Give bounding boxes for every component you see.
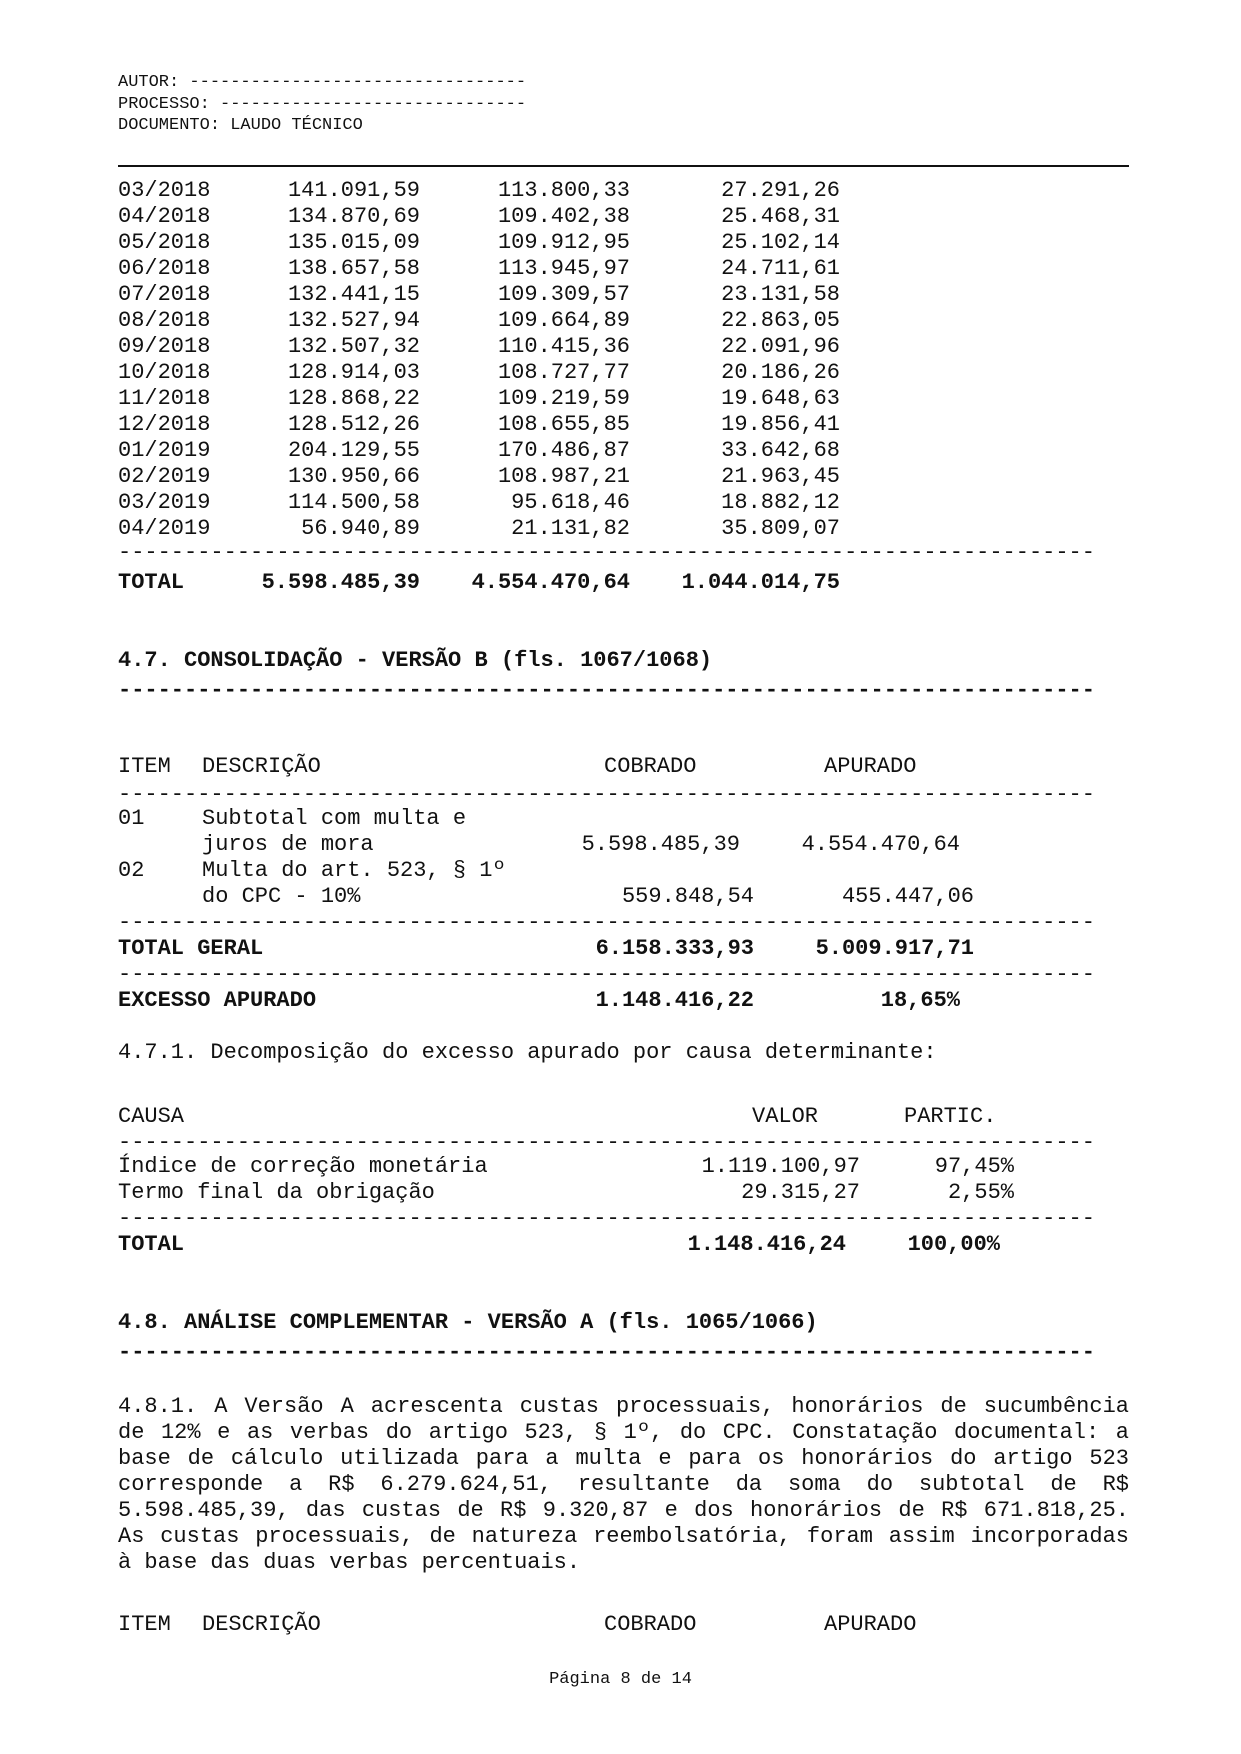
col-cobrado-header-2: COBRADO	[604, 1612, 697, 1637]
value-b-cell: 113.800,33	[497, 178, 630, 203]
row-01-desc2: juros de mora	[202, 832, 374, 857]
col-causa-header: CAUSA	[118, 1104, 185, 1129]
value-a-cell: 132.527,94	[287, 308, 420, 333]
month-cell: 05/2018	[118, 230, 211, 255]
document-header	[118, 72, 526, 137]
row-02-cobrado: 559.848,54	[621, 884, 754, 909]
value-b-cell: 109.912,95	[497, 230, 630, 255]
month-cell: 01/2019	[118, 438, 211, 463]
value-c-cell: 21.963,45	[721, 464, 840, 489]
section-47-title: 4.7. CONSOLIDAÇÃO - VERSÃO B (fls. 1067/1068)	[118, 648, 713, 673]
col-item-header: ITEM	[118, 754, 171, 779]
total-b: 4.554.470,64	[471, 570, 630, 595]
value-b-cell: 108.655,85	[497, 412, 630, 437]
value-c-cell: 27.291,26	[721, 178, 840, 203]
value-b-cell: 109.402,38	[497, 204, 630, 229]
total-geral-label: TOTAL GERAL	[118, 936, 264, 961]
causa-row-1-valor: 1.119.100,97	[701, 1154, 860, 1179]
value-a-cell: 128.868,22	[287, 386, 420, 411]
month-cell: 08/2018	[118, 308, 211, 333]
row-01-cobrado: 5.598.485,39	[581, 832, 740, 857]
value-a-cell: 128.914,03	[287, 360, 420, 385]
total-geral-apurado: 5.009.917,71	[815, 936, 974, 961]
row-01-item: 01	[118, 806, 145, 831]
value-a-cell: 135.015,09	[287, 230, 420, 255]
month-cell: 12/2018	[118, 412, 211, 437]
col-valor-header: VALOR	[752, 1104, 819, 1129]
row-02-desc1: Multa do art. 523, § 1º	[202, 858, 506, 883]
value-b-cell: 109.219,59	[497, 386, 630, 411]
row-02-desc2: do CPC - 10%	[202, 884, 361, 909]
value-a-cell: 130.950,66	[287, 464, 420, 489]
causa-total-label: TOTAL	[118, 1232, 185, 1257]
divider: --------------------------------------------------------------------------	[118, 962, 1095, 987]
value-c-cell: 22.863,05	[721, 308, 840, 333]
excesso-percent: 18,65%	[880, 988, 960, 1013]
divider: --------------------------------------------------------------------------	[118, 678, 1095, 703]
col-apurado-header: APURADO	[824, 754, 917, 779]
value-b-cell: 108.987,21	[497, 464, 630, 489]
month-cell: 07/2018	[118, 282, 211, 307]
causa-row-1-label: Índice de correção monetária	[118, 1154, 488, 1179]
value-b-cell: 113.945,97	[497, 256, 630, 281]
col-item-header-2: ITEM	[118, 1612, 171, 1637]
month-cell: 04/2019	[118, 516, 211, 541]
value-c-cell: 19.856,41	[721, 412, 840, 437]
month-cell: 04/2018	[118, 204, 211, 229]
causa-total-valor: 1.148.416,24	[687, 1232, 846, 1257]
causa-row-2-valor: 29.315,27	[741, 1180, 860, 1205]
divider: --------------------------------------------------------------------------	[118, 782, 1095, 807]
value-a-cell: 134.870,69	[287, 204, 420, 229]
value-b-cell: 110.415,36	[497, 334, 630, 359]
col-descricao-header: DESCRIÇÃO	[202, 754, 321, 779]
col-cobrado-header: COBRADO	[604, 754, 697, 779]
section-48-title: 4.8. ANÁLISE COMPLEMENTAR - VERSÃO A (fls. 1065/1066)	[118, 1310, 818, 1335]
causa-row-1-partic: 97,45%	[934, 1154, 1014, 1179]
value-c-cell: 25.468,31	[721, 204, 840, 229]
value-a-cell: 128.512,26	[287, 412, 420, 437]
value-c-cell: 33.642,68	[721, 438, 840, 463]
value-a-cell: 56.940,89	[301, 516, 420, 541]
value-c-cell: 18.882,12	[721, 490, 840, 515]
page-number: Página 8 de 14	[549, 1670, 692, 1689]
value-b-cell: 108.727,77	[497, 360, 630, 385]
value-c-cell: 35.809,07	[721, 516, 840, 541]
causa-row-2-label: Termo final da obrigação	[118, 1180, 435, 1205]
divider: --------------------------------------------------------------------------	[118, 910, 1095, 935]
divider: --------------------------------------------------------------------------	[118, 540, 1095, 565]
value-b-cell: 170.486,87	[497, 438, 630, 463]
month-cell: 02/2019	[118, 464, 211, 489]
value-a-cell: 132.507,32	[287, 334, 420, 359]
value-a-cell: 114.500,58	[287, 490, 420, 515]
total-c: 1.044.014,75	[681, 570, 840, 595]
col-descricao-header-2: DESCRIÇÃO	[202, 1612, 321, 1637]
value-a-cell: 204.129,55	[287, 438, 420, 463]
month-cell: 03/2018	[118, 178, 211, 203]
autor-line: AUTOR: ---------------------------------	[118, 73, 527, 92]
causa-row-2-partic: 2,55%	[947, 1180, 1014, 1205]
value-c-cell: 25.102,14	[721, 230, 840, 255]
total-a: 5.598.485,39	[261, 570, 420, 595]
divider: --------------------------------------------------------------------------	[118, 1340, 1095, 1365]
value-a-cell: 132.441,15	[287, 282, 420, 307]
total-label: TOTAL	[118, 570, 185, 595]
value-b-cell: 21.131,82	[511, 516, 630, 541]
causa-total-partic: 100,00%	[907, 1232, 1000, 1257]
header-rule	[118, 165, 1129, 167]
section-48-paragraph: 4.8.1. A Versão A acrescenta custas processuais, honorários de sucumbência de 12% e as verbas do artigo 523, § 1º, do CPC. Constatação documental: a base de cálculo utilizada para a multa e para os honorários do artigo 523 corresponde a R$ 6.279.624,51, resultante da soma do subtotal de R$ 5.598.485,39, das custas de R$ 9.320,87 e dos honorários de R$ 671.818,25. As custas processuais, de natureza reembolsatória, foram assim incorporadas à base das duas verbas percentuais.	[118, 1394, 1129, 1575]
row-02-item: 02	[118, 858, 145, 883]
month-cell: 06/2018	[118, 256, 211, 281]
excesso-valor: 1.148.416,22	[595, 988, 754, 1013]
col-apurado-header-2: APURADO	[824, 1612, 917, 1637]
value-c-cell: 24.711,61	[721, 256, 840, 281]
divider: --------------------------------------------------------------------------	[118, 1206, 1095, 1231]
value-c-cell: 23.131,58	[721, 282, 840, 307]
documento-line: DOCUMENTO: LAUDO TÉCNICO	[118, 116, 363, 135]
value-c-cell: 19.648,63	[721, 386, 840, 411]
excesso-label: EXCESSO APURADO	[118, 988, 317, 1013]
processo-line: PROCESSO: ------------------------------	[118, 94, 527, 114]
month-cell: 09/2018	[118, 334, 211, 359]
section-471-title: 4.7.1. Decomposição do excesso apurado por causa determinante:	[118, 1040, 937, 1065]
value-c-cell: 20.186,26	[721, 360, 840, 385]
col-partic-header: PARTIC.	[904, 1104, 997, 1129]
month-cell: 10/2018	[118, 360, 211, 385]
month-cell: 11/2018	[118, 386, 211, 411]
total-geral-cobrado: 6.158.333,93	[595, 936, 754, 961]
row-02-apurado: 455.447,06	[841, 884, 974, 909]
value-c-cell: 22.091,96	[721, 334, 840, 359]
row-01-desc1: Subtotal com multa e	[202, 806, 467, 831]
divider: --------------------------------------------------------------------------	[118, 1130, 1095, 1155]
row-01-apurado: 4.554.470,64	[801, 832, 960, 857]
month-cell: 03/2019	[118, 490, 211, 515]
value-b-cell: 109.664,89	[497, 308, 630, 333]
value-a-cell: 138.657,58	[287, 256, 420, 281]
value-b-cell: 109.309,57	[497, 282, 630, 307]
value-a-cell: 141.091,59	[287, 178, 420, 203]
value-b-cell: 95.618,46	[511, 490, 630, 515]
